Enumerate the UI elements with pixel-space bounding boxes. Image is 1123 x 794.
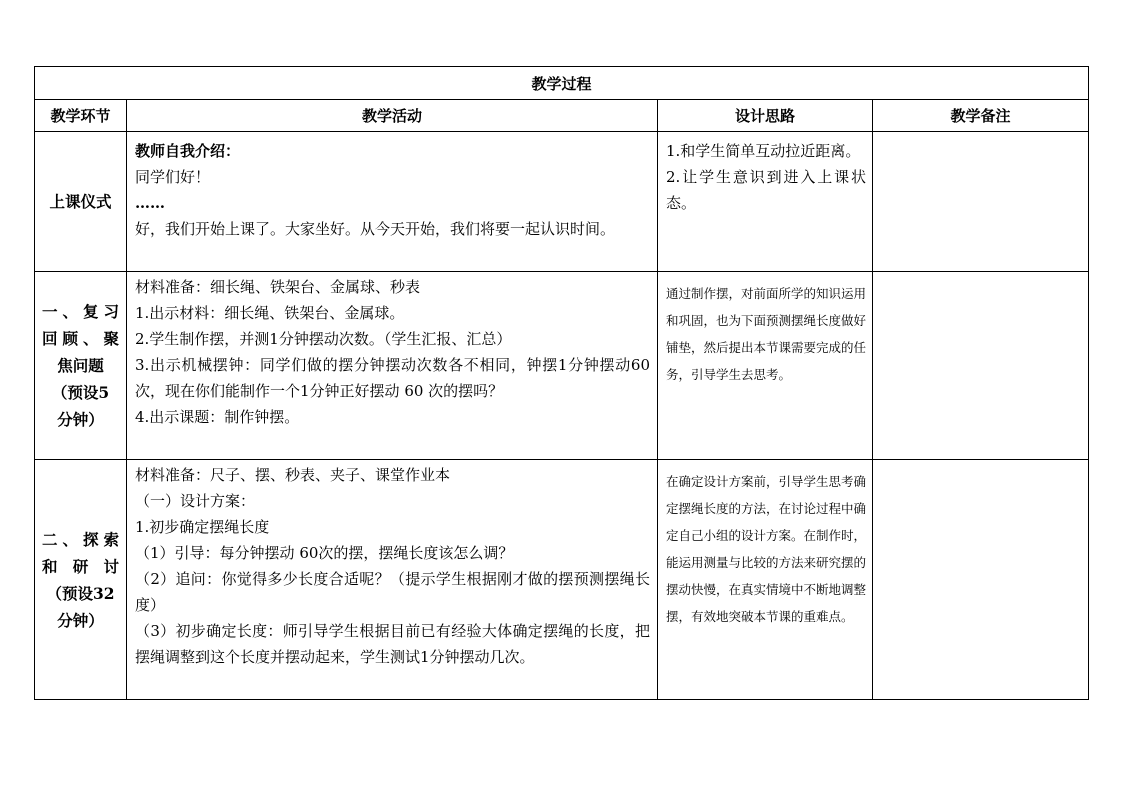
activity-line: 同学们好！ <box>135 168 211 186</box>
lesson-process-table <box>34 66 1089 700</box>
stage-line: （预设32 <box>46 583 115 603</box>
header-row <box>35 100 1089 132</box>
notes-cell <box>873 272 1089 460</box>
activity-line: 好，我们开始上课了。大家坐好。从今天开始，我们将要一起认识时间。 <box>135 220 616 238</box>
stage-line: 分钟） <box>57 410 104 429</box>
design-cell <box>658 132 873 272</box>
design-line: 在确定设计方案前，引导学生思考确定摆绳长度的方法，在讨论过程中确定自己小组的设计方案。在制作时，能运用测量与比较的方法来研究摆的摆动快慢，在真实情境中不断地调整摆，有效地突破本节课的重难点。 <box>666 474 867 624</box>
header-activity: 教学活动 <box>127 100 658 132</box>
design-line: 1.和学生简单互动拉近距离。 <box>666 142 861 160</box>
activity-line: （3）初步确定长度：师引导学生根据目前已有经验大体确定摆绳的长度，把摆绳调整到这个长度并摆动起来，学生测试1分钟摆动几次。 <box>135 622 650 666</box>
activity-cell <box>127 272 658 460</box>
notes-cell <box>873 460 1089 700</box>
stage-line: 和 研 讨 <box>42 556 119 576</box>
stage-line: 二、探索 <box>42 529 119 549</box>
activity-line: （2）追问：你觉得多少长度合适呢？（提示学生根据刚才做的摆预测摆绳长度） <box>135 570 650 614</box>
stage-line: （预设5 <box>51 383 110 402</box>
design-cell <box>658 460 873 700</box>
activity-line: 材料准备：尺子、摆、秒表、夹子、课堂作业本 <box>135 466 451 484</box>
activity-line: 1.出示材料：细长绳、铁架台、金属球。 <box>135 304 405 322</box>
stage-line: 焦问题 <box>57 356 104 375</box>
activity-line: 教师自我介绍： <box>135 142 241 160</box>
stage-line: 回顾、聚 <box>42 329 119 348</box>
stage-cell <box>35 272 127 460</box>
table-row <box>35 132 1089 272</box>
header-notes: 教学备注 <box>873 100 1089 132</box>
header-design: 设计思路 <box>658 100 873 132</box>
activity-line: …… <box>135 194 165 212</box>
table-title: 教学过程 <box>35 67 1089 100</box>
stage-line: 分钟） <box>57 610 104 630</box>
header-stage: 教学环节 <box>35 100 127 132</box>
activity-line: 4.出示课题：制作钟摆。 <box>135 408 300 426</box>
activity-line: 3.出示机械摆钟：同学们做的摆分钟摆动次数各不相同，钟摆1分钟摆动60次，现在你们能制作一个1分钟正好摆动 60 次的摆吗？ <box>135 356 650 400</box>
activity-line: 2.学生制作摆，并测1分钟摆动次数。（学生汇报、汇总） <box>135 330 512 348</box>
design-line: 通过制作摆，对前面所学的知识运用和巩固，也为下面预测摆绳长度做好铺垫，然后提出本节课需要完成的任务，引导学生去思考。 <box>666 286 867 382</box>
stage-cell: 上课仪式 <box>35 132 127 272</box>
activity-line: 1.初步确定摆绳长度 <box>135 518 270 536</box>
design-line: 2.让学生意识到进入上课状态。 <box>666 168 866 212</box>
table-row <box>35 460 1089 700</box>
activity-cell <box>127 132 658 272</box>
activity-cell <box>127 460 658 700</box>
stage-cell <box>35 460 127 700</box>
table-row <box>35 272 1089 460</box>
activity-line: （一）设计方案： <box>135 492 256 510</box>
notes-cell <box>873 132 1089 272</box>
design-cell <box>658 272 873 460</box>
stage-line: 一、复习 <box>42 302 119 321</box>
activity-line: 材料准备：细长绳、铁架台、金属球、秒表 <box>135 278 421 296</box>
activity-line: （1）引导：每分钟摆动 60次的摆，摆绳长度该怎么调？ <box>135 544 514 562</box>
